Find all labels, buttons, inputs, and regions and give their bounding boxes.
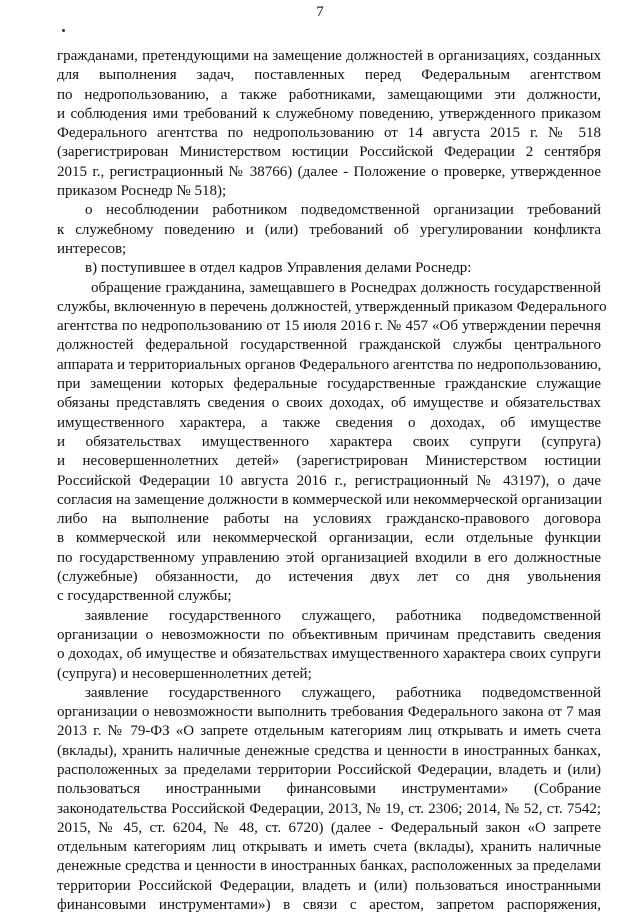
- text-line: к служебному поведению и (или) требований об урегулировании конфликта: [57, 221, 601, 238]
- text-line: службы, включенную в перечень должностей, утвержденный приказом Федерального: [57, 298, 607, 315]
- text-line: должностей федеральной государственной гражданской службы центрального: [57, 337, 601, 354]
- text-line: заявление государственного служащего, работника подведомственной: [85, 607, 601, 624]
- text-line: 2015 г., регистрационный № 38766) (далее - Положение о проверке, утвержденное: [57, 163, 601, 180]
- text-line: либо на выполнение работы на условиях гражданско-правового договора: [57, 511, 601, 528]
- text-line: финансовыми инструментами») в связи с арестом, запретом распоряжения,: [57, 897, 601, 914]
- text-line: и соблюдения ими требований к служебному поведению, утвержденного приказом: [57, 105, 601, 122]
- text-line: 2013 г. № 79-ФЗ «О запрете отдельным категориям лиц открывать и иметь счета: [57, 723, 601, 740]
- text-line: денежные средства и ценности в иностранных банках, расположенных за пределами: [57, 858, 601, 875]
- text-line: при замещении которых федеральные государственные гражданские служащие: [57, 376, 601, 393]
- text-line: по государственному управлению этой организацией входили в его должностные: [57, 549, 601, 566]
- text-line: о доходах, об имуществе и обязательствах имущественного характера своих супруги: [57, 646, 601, 663]
- text-line: агентства по недропользованию от 15 июля 2016 г. № 457 «Об утверждении перечня: [57, 318, 601, 335]
- text-line: аппарата и территориальных органов Федерального агентства по недропользованию,: [57, 356, 602, 373]
- text-line: отдельным категориям лиц открывать и иметь счета (вклады), хранить наличные: [57, 839, 601, 856]
- text-line: и обязательствах имущественного характера своих супруги (супруга): [57, 433, 601, 450]
- text-line: обращение гражданина, замещавшего в Роснедрах должность государственной: [91, 279, 601, 296]
- document-body: [57, 47, 607, 915]
- text-line: Российской Федерации 10 августа 2016 г., регистрационный № 43197), о даче: [57, 472, 601, 489]
- text-line: заявление государственного служащего, работника подведомственной: [85, 684, 601, 701]
- text-line: имущественного характера, а также сведения о доходах, об имуществе: [57, 414, 601, 431]
- text-line: гражданами, претендующими на замещение должностей в организациях, созданных: [57, 48, 601, 64]
- text-line: в) поступившее в отдел кадров Управления делами Роснедр:: [85, 260, 472, 277]
- text-line: согласия на замещение должности в коммерческой или некоммерческой организации: [57, 491, 602, 508]
- text-line: о несоблюдении работником подведомственной организации требований: [85, 202, 601, 219]
- text-line: (служебные) обязанности, до истечения двух лет со дня увольнения: [57, 569, 601, 586]
- text-line: в коммерческой или некоммерческой организации, если отдельные функции: [57, 530, 601, 547]
- text-line: организации о невозможности по объективным причинам представить сведения: [57, 626, 601, 643]
- text-line: приказом Роснедр № 518);: [57, 183, 227, 200]
- text-line: с государственной службы;: [57, 588, 232, 605]
- text-line: расположенных за пределами территории Российской Федерации, владеть и (или): [57, 761, 601, 778]
- text-line: (вклады), хранить наличные денежные средства и ценности в иностранных банках,: [57, 742, 601, 759]
- text-line: (зарегистрирован Министерством юстиции Российской Федерации 2 сентября: [57, 144, 601, 161]
- text-line: и несовершеннолетних детей» (зарегистрирован Министерством юстиции: [57, 453, 601, 470]
- text-line: Федерального агентства по недропользованию от 14 августа 2015 г. № 518: [57, 125, 601, 142]
- scan-dot: [62, 29, 65, 32]
- page-number: 7: [316, 4, 324, 20]
- text-line: организации о невозможности выполнить требования Федерального закона от 7 мая: [57, 704, 601, 721]
- text-line: законодательства Российской Федерации, 2013, № 19, ст. 2306; 2014, № 52, ст. 7542;: [57, 800, 601, 817]
- text-line: (супруга) и несовершеннолетних детей;: [57, 665, 312, 682]
- text-line: территории Российской Федерации, владеть и (или) пользоваться иностранными: [57, 877, 601, 894]
- text-line: для выполнения задач, поставленных перед Федеральным агентством: [57, 67, 601, 84]
- text-line: интересов;: [57, 240, 127, 257]
- text-line: 2015, № 45, ст. 6204, № 48, ст. 6720) (далее - Федеральный закон «О запрете: [57, 819, 601, 836]
- text-line: по недропользованию, а также работниками, замещающими эти должности,: [57, 86, 601, 103]
- text-line: обязаны представлять сведения о своих доходах, об имуществе и обязательствах: [57, 395, 601, 412]
- text-line: пользоваться иностранными финансовыми инструментами» (Собрание: [57, 781, 601, 798]
